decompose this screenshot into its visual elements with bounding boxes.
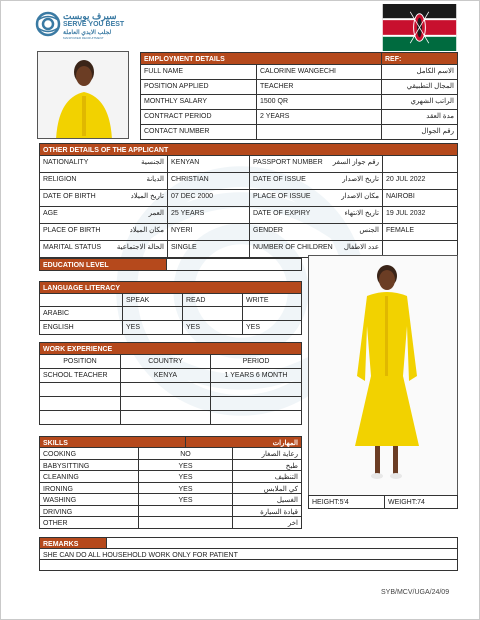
applicant-value: 19 JUL 2032 bbox=[382, 206, 458, 224]
employment-label-arabic: المجال التطبيقي bbox=[381, 79, 458, 95]
skill-name: COOKING bbox=[39, 447, 139, 460]
language-speak bbox=[122, 306, 183, 321]
work-position bbox=[39, 382, 121, 397]
applicant-value: 07 DEC 2000 bbox=[167, 189, 250, 207]
applicant-value bbox=[382, 155, 458, 173]
work-col-header: POSITION bbox=[39, 354, 121, 369]
skills-header: SKILLS bbox=[39, 436, 186, 448]
applicant-value: FEMALE bbox=[382, 223, 458, 241]
skill-value: YES bbox=[138, 493, 233, 506]
applicant-field bbox=[249, 223, 383, 241]
language-read: YES bbox=[182, 320, 243, 335]
work-period bbox=[210, 396, 302, 411]
employment-label-arabic: الاسم الكامل bbox=[381, 64, 458, 80]
applicant-field bbox=[249, 206, 383, 224]
skill-name: CLEANING bbox=[39, 470, 139, 483]
work-period bbox=[210, 382, 302, 397]
skill-name-arabic: قيادة السيارة bbox=[232, 505, 302, 518]
work-position bbox=[39, 396, 121, 411]
skill-name-arabic: طبخ bbox=[232, 459, 302, 472]
portrait-photo-small bbox=[37, 51, 129, 139]
skill-name: IRONING bbox=[39, 482, 139, 495]
employment-label: CONTRACT PERIOD bbox=[140, 109, 257, 125]
education-value bbox=[166, 258, 302, 271]
applicant-field bbox=[39, 155, 168, 173]
skill-value: YES bbox=[138, 482, 233, 495]
employment-header: EMPLOYMENT DETAILS bbox=[140, 52, 382, 65]
work-country bbox=[120, 410, 211, 425]
skill-name: OTHER bbox=[39, 516, 139, 529]
work-position: SCHOOL TEACHER bbox=[39, 368, 121, 383]
logo-small-line: MANPOWER RECRUITMENT bbox=[63, 36, 104, 40]
employment-label-arabic: الراتب الشهري bbox=[381, 94, 458, 110]
applicant-label: DATE OF BIRTH bbox=[43, 193, 96, 200]
applicant-value: CHRISTIAN bbox=[167, 172, 250, 190]
applicant-field bbox=[39, 223, 168, 241]
applicant-label: PASSPORT NUMBER bbox=[253, 159, 323, 166]
work-country bbox=[120, 382, 211, 397]
applicant-label: NATIONALITY bbox=[43, 159, 89, 166]
remarks-header: REMARKS bbox=[39, 537, 107, 549]
applicant-label-arabic: مكان الاصدار bbox=[341, 193, 379, 200]
language-write: YES bbox=[242, 320, 302, 335]
skills-header-arabic: المهارات bbox=[185, 436, 302, 448]
applicant-label: PLACE OF ISSUE bbox=[253, 193, 311, 200]
employment-label: MONTHLY SALARY bbox=[140, 94, 257, 110]
language-header: LANGUAGE LITERACY bbox=[39, 281, 302, 294]
work-header: WORK EXPERIENCE bbox=[39, 342, 302, 355]
language-name: ARABIC bbox=[39, 306, 123, 321]
skill-name-arabic: الغسيل bbox=[232, 493, 302, 506]
language-write bbox=[242, 306, 302, 321]
skill-name-arabic: اخر bbox=[232, 516, 302, 529]
work-col-header: COUNTRY bbox=[120, 354, 211, 369]
weight-value: WEIGHT:74 bbox=[384, 495, 458, 509]
work-period bbox=[210, 410, 302, 425]
applicant-label: MARITAL STATUS bbox=[43, 244, 102, 251]
work-country bbox=[120, 396, 211, 411]
applicant-label-arabic: تاريخ الميلاد bbox=[130, 193, 164, 200]
skill-name: WASHING bbox=[39, 493, 139, 506]
applicant-value: 25 YEARS bbox=[167, 206, 250, 224]
applicant-value: NAIROBI bbox=[382, 189, 458, 207]
language-corner bbox=[39, 293, 123, 307]
applicant-label-arabic: الجنسية bbox=[141, 159, 164, 166]
applicant-label-arabic: الحالة الاجتماعية bbox=[116, 244, 164, 251]
height-value: HEIGHT:5'4 bbox=[308, 495, 385, 509]
applicant-field bbox=[249, 172, 383, 190]
applicant-label: DATE OF EXPIRY bbox=[253, 210, 311, 217]
applicant-label: RELIGION bbox=[43, 176, 77, 183]
applicant-value: KENYAN bbox=[167, 155, 250, 173]
education-header: EDUCATION LEVEL bbox=[39, 258, 167, 271]
employment-label: FULL NAME bbox=[140, 64, 257, 80]
employment-value: 1500 QR bbox=[256, 94, 382, 110]
applicant-field bbox=[39, 189, 168, 207]
employment-value: 2 YEARS bbox=[256, 109, 382, 125]
footer-code: SYB/MCV/UGA/24/09 bbox=[381, 589, 450, 596]
applicant-label: GENDER bbox=[253, 227, 283, 234]
applicant-label: AGE bbox=[43, 210, 58, 217]
applicant-label: NUMBER OF CHILDREN bbox=[253, 244, 333, 251]
skill-value: YES bbox=[138, 470, 233, 483]
applicant-label-arabic: العمر bbox=[148, 210, 164, 217]
language-col-header: READ bbox=[182, 293, 243, 307]
language-read bbox=[182, 306, 243, 321]
applicant-label: PLACE OF BIRTH bbox=[43, 227, 101, 234]
skill-value: NO bbox=[138, 447, 233, 460]
logo-arabic-name: سيرف يوبست bbox=[63, 11, 117, 21]
skill-name-arabic: التنظيف bbox=[232, 470, 302, 483]
applicant-label-arabic: مكان الميلاد bbox=[129, 227, 164, 234]
portrait-photo-icon bbox=[38, 52, 129, 139]
work-period: 1 YEARS 6 MONTH bbox=[210, 368, 302, 383]
employment-value bbox=[256, 124, 382, 140]
applicant-label-arabic: الجنس bbox=[359, 227, 379, 234]
language-col-header: WRITE bbox=[242, 293, 302, 307]
language-name: ENGLISH bbox=[39, 320, 123, 335]
applicant-field bbox=[39, 172, 168, 190]
applicant-value: 20 JUL 2022 bbox=[382, 172, 458, 190]
applicant-label-arabic: تاريخ الاصدار bbox=[342, 176, 379, 183]
employment-label-arabic: رقم الجوال bbox=[381, 124, 458, 140]
applicant-field bbox=[39, 240, 168, 258]
company-logo-icon bbox=[35, 11, 61, 37]
work-country: KENYA bbox=[120, 368, 211, 383]
full-body-photo-icon bbox=[309, 256, 458, 496]
ref-label: REF: bbox=[381, 52, 458, 65]
portrait-photo-full bbox=[308, 255, 458, 496]
remarks-text: SHE CAN DO ALL HOUSEHOLD WORK ONLY FOR PATIENT bbox=[39, 548, 458, 560]
applicant-value: NYERI bbox=[167, 223, 250, 241]
skill-value: YES bbox=[138, 459, 233, 472]
language-col-header: SPEAK bbox=[122, 293, 183, 307]
language-speak: YES bbox=[122, 320, 183, 335]
skill-value bbox=[138, 516, 233, 529]
applicant-label-arabic: عدد الاطفال bbox=[343, 244, 379, 251]
applicant-field bbox=[249, 155, 383, 173]
applicant-field bbox=[249, 189, 383, 207]
employment-label: CONTACT NUMBER bbox=[140, 124, 257, 140]
skill-name-arabic: كي الملابس bbox=[232, 482, 302, 495]
remarks-blank bbox=[39, 559, 458, 571]
logo-english-name: SERVE YOU BEST bbox=[63, 21, 125, 28]
applicant-label-arabic: رقم جواز السفر bbox=[332, 159, 379, 166]
employment-label-arabic: مدة العقد bbox=[381, 109, 458, 125]
skill-name-arabic: رعاية الصغار bbox=[232, 447, 302, 460]
work-col-header: PERIOD bbox=[210, 354, 302, 369]
applicant-header: OTHER DETAILS OF THE APPLICANT bbox=[39, 143, 458, 156]
employment-value: CALORINE WANGECHI bbox=[256, 64, 382, 80]
company-logo bbox=[35, 11, 135, 41]
employment-value: TEACHER bbox=[256, 79, 382, 95]
applicant-label-arabic: الديانة bbox=[146, 176, 164, 183]
skill-name: DRIVING bbox=[39, 505, 139, 518]
logo-arabic-tagline: لجلب الايدي العاملة bbox=[63, 30, 112, 36]
applicant-label: DATE OF ISSUE bbox=[253, 176, 306, 183]
applicant-value: SINGLE bbox=[167, 240, 250, 258]
work-position bbox=[39, 410, 121, 425]
applicant-label-arabic: تاريخ الانتهاء bbox=[344, 210, 379, 217]
skill-name: BABYSITTING bbox=[39, 459, 139, 472]
kenya-flag-icon bbox=[382, 4, 457, 51]
applicant-field bbox=[39, 206, 168, 224]
employment-label: POSITION APPLIED bbox=[140, 79, 257, 95]
